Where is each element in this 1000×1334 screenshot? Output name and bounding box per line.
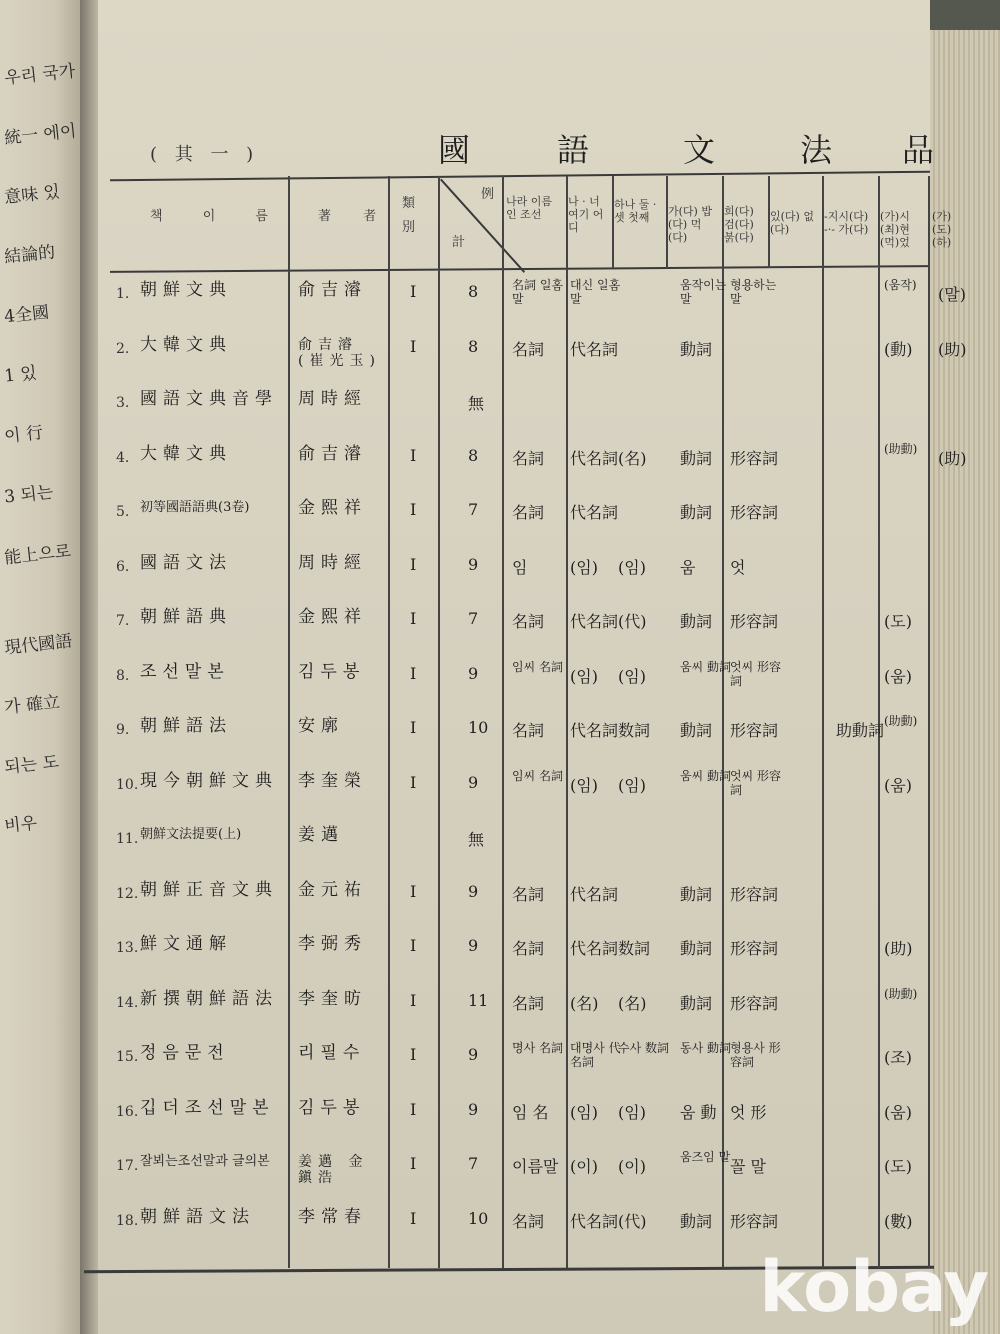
book-title: 朝鮮文典 <box>140 280 232 300</box>
pos-cell-c3: (代) <box>618 1211 647 1231</box>
class-value: I <box>410 609 417 628</box>
pos-cell-c8: (助動) <box>884 714 918 728</box>
pos-cell-c4: 움씨 動詞 <box>680 659 731 674</box>
left-page-text-line: 3 되는 <box>3 482 55 508</box>
class-value: I <box>410 881 417 901</box>
pos-cell-c2: (이) <box>570 1157 598 1176</box>
left-page-text-line: 이 行 <box>3 423 45 447</box>
left-page-text-line: 1 있 <box>3 363 38 387</box>
col-divider <box>388 176 390 1268</box>
left-page-text-line: 結論的 <box>3 242 57 268</box>
left-page-text-line: 되는 도 <box>3 752 60 778</box>
col-divider <box>502 176 504 1268</box>
book-cover <box>930 0 1000 30</box>
col-header-c6: 있(다) 없(다) <box>770 210 814 236</box>
row-number: 2. <box>116 340 130 357</box>
col-header-count: 計 <box>452 235 466 250</box>
pos-cell-c3: (이) <box>618 1157 646 1176</box>
class-value: I <box>410 718 417 737</box>
count-value: 8 <box>468 282 479 301</box>
row-number: 13. <box>116 940 139 956</box>
pos-cell-c1: 명사 名詞 <box>512 1041 563 1055</box>
pos-cell-c1: 名詞 <box>512 503 545 522</box>
book-title: 鮮文通解 <box>140 934 232 954</box>
pos-cell-c5: 形容詞 <box>730 884 779 904</box>
pos-cell-c8: (움) <box>884 1102 912 1122</box>
book-title: 정음문전 <box>140 1043 230 1063</box>
pos-cell-c3: (임) <box>618 1102 646 1122</box>
author-name: 俞吉濬 (崔光玉) <box>298 336 381 369</box>
book-title: 國語文法 <box>140 552 232 573</box>
author-name: 李弼秀 <box>298 934 367 954</box>
row-number: 18. <box>116 1212 139 1229</box>
watermark: kobay <box>759 1246 988 1328</box>
pos-cell-c4: 움작이는 말 <box>680 278 727 306</box>
pos-cell-c2: 대신 일홈말 <box>570 278 621 306</box>
pos-cell-c8: (助) <box>884 939 913 958</box>
class-value: I <box>410 1154 417 1173</box>
title-char-3: 文 <box>683 131 716 169</box>
row-number: 3. <box>116 395 130 411</box>
pos-cell-c3: (名) <box>618 993 647 1013</box>
left-page-text-line: 統一 에이 <box>3 121 78 149</box>
class-value: I <box>410 445 417 465</box>
author-name: 俞吉濬 <box>298 443 367 464</box>
count-value: 9 <box>468 1045 479 1064</box>
pos-cell-c1: 名詞 <box>512 939 545 958</box>
class-value: I <box>410 1208 417 1228</box>
pos-cell-c8: (數) <box>884 1211 913 1231</box>
pos-cell-c1: 名詞 <box>512 993 545 1013</box>
row-number: 17. <box>116 1158 139 1174</box>
pos-cell-c8: (조) <box>884 1048 912 1067</box>
class-value: I <box>410 936 417 955</box>
book-title: 國語文典音學 <box>140 389 278 409</box>
pos-cell-c9: (말) <box>938 285 966 304</box>
class-value: I <box>410 1099 417 1119</box>
series-label: ( 其 一 ) <box>150 144 260 165</box>
col-header-book: 책 이 름 <box>150 209 286 224</box>
pos-cell-c3: 수사 数詞 <box>618 1041 669 1055</box>
pos-cell-c1: 임 名 <box>512 1102 549 1122</box>
pos-cell-c5: 형용사 形容詞 <box>730 1041 781 1069</box>
pos-cell-c2: (임) <box>570 557 598 577</box>
count-value: 無 <box>468 394 485 413</box>
pos-cell-c3: 数詞 <box>618 939 651 958</box>
count-value: 9 <box>468 881 479 901</box>
pos-cell-c8: (움) <box>884 666 912 686</box>
class-value: I <box>410 554 417 574</box>
pos-cell-c2: (임) <box>570 666 598 686</box>
count-value: 11 <box>468 990 489 1010</box>
pos-cell-c4: 움 動 <box>680 1102 717 1122</box>
pos-cell-c4: 움씨 動詞 <box>680 768 731 783</box>
pos-cell-c4: 動詞 <box>680 448 713 468</box>
author-name: 李常春 <box>298 1206 367 1227</box>
pos-cell-c1: 名詞 <box>512 721 545 740</box>
pos-cell-c4: 動詞 <box>680 339 713 359</box>
pos-cell-c1: 이름말 <box>512 1157 559 1176</box>
row-number: 14. <box>116 994 139 1011</box>
title-char-2: 語 <box>557 131 590 169</box>
col-header-c4: 가(다) 밥(다) 먹(다) <box>668 205 712 244</box>
pos-cell-c8: (助動) <box>884 986 918 1001</box>
book-title: 朝鮮文法提要(上) <box>140 827 242 842</box>
class-value: I <box>410 336 417 356</box>
pos-cell-c4: 動詞 <box>680 884 713 904</box>
pos-cell-c5: 形容詞 <box>730 1211 779 1231</box>
book-title: 初等國語語典(3卷) <box>140 500 250 515</box>
col-divider <box>566 176 568 1268</box>
col-header-c7: -지시(다) -·- 가(다) <box>824 210 869 236</box>
book-title: 깁더조선말본 <box>140 1097 275 1118</box>
pos-cell-c1: 名詞 <box>512 884 545 904</box>
left-page-text-line: 가 確立 <box>3 692 61 718</box>
pos-cell-c8: (도) <box>884 1157 912 1176</box>
count-value: 9 <box>468 936 479 955</box>
count-value: 9 <box>468 1099 479 1119</box>
pos-cell-c5: 엇 形 <box>730 1102 767 1122</box>
col-header-c1: 나라 이름인 조선 <box>506 195 553 221</box>
title-char-4: 法 <box>800 131 833 169</box>
pos-cell-c8: (助動) <box>884 441 918 456</box>
col-header-count-mark: 例 <box>481 187 495 202</box>
col-header-c3: 하나 둘 · 셋 첫째 <box>614 198 657 224</box>
pos-cell-c8: (움작) <box>884 278 917 292</box>
pos-cell-c8: (動) <box>884 339 913 359</box>
pos-cell-c2: 대명사 代名詞 <box>570 1041 621 1069</box>
row-number: 10. <box>116 776 139 793</box>
col-header-c2: 나 · 너 여기 어디 <box>568 195 604 234</box>
pos-cell-c5: 形容詞 <box>730 612 779 631</box>
page-edges <box>930 0 1000 1334</box>
pos-cell-c2: (임) <box>570 1102 598 1122</box>
pos-cell-c2: 代名詞 <box>570 503 619 522</box>
pos-cell-c5: 形容詞 <box>730 503 779 522</box>
col-header-c5: 희(다) 검(다) 붉(다) <box>724 205 754 244</box>
row-number: 4. <box>116 449 130 466</box>
row-number: 1. <box>116 286 130 302</box>
pos-cell-c2: 代名詞 <box>570 1211 619 1231</box>
row-number: 15. <box>116 1049 139 1065</box>
book-title: 잘뵈는조선말과 글의본 <box>140 1154 270 1169</box>
pos-cell-c4: 動詞 <box>680 939 713 958</box>
book-title: 조선말본 <box>140 661 230 682</box>
pos-cell-c3: (임) <box>618 775 646 795</box>
count-value: 9 <box>468 663 479 683</box>
pos-cell-c3: (代) <box>618 612 647 631</box>
row-number: 7. <box>116 613 130 629</box>
pos-cell-c5: 形容詞 <box>730 721 779 740</box>
pos-cell-c8: (도) <box>884 612 912 631</box>
author-name: 周時經 <box>298 389 367 409</box>
author-name: 李奎昉 <box>298 988 367 1009</box>
pos-cell-c9: (助) <box>938 339 967 359</box>
author-name: 김두봉 <box>298 1097 366 1118</box>
row-number: 11. <box>116 831 139 847</box>
author-name: 姜邁 金鎭浩 <box>298 1154 369 1186</box>
count-value: 無 <box>468 830 485 849</box>
col-divider <box>822 176 824 1268</box>
book-title: 新撰朝鮮語法 <box>140 988 278 1009</box>
author-name: 俞吉濬 <box>298 280 367 300</box>
pos-cell-c2: 代名詞 <box>570 612 619 631</box>
row-number: 5. <box>116 504 130 520</box>
count-value: 7 <box>468 500 479 519</box>
col-divider <box>722 176 724 1268</box>
count-value: 9 <box>468 772 479 792</box>
pos-cell-c1: 임 <box>512 557 528 577</box>
author-name: 金熙祥 <box>298 607 367 627</box>
pos-cell-c4: 움즈임 말 <box>680 1150 731 1164</box>
pos-cell-c5: 엇씨 形容詞 <box>730 768 781 797</box>
col-header-author: 著 者 <box>318 209 391 224</box>
row-number: 16. <box>116 1103 139 1120</box>
pos-cell-c5: 形容詞 <box>730 939 779 958</box>
author-name: 李奎榮 <box>298 770 367 791</box>
count-value: 7 <box>468 609 479 628</box>
col-header-class: 類 別 <box>402 196 416 235</box>
pos-cell-c1: 임씨 名詞 <box>512 768 563 783</box>
row-number: 8. <box>116 667 130 684</box>
row-number: 6. <box>116 558 130 575</box>
pos-cell-c8: (움) <box>884 775 912 795</box>
title-char-5: 品 <box>902 131 935 169</box>
author-name: 金熙祥 <box>298 498 367 518</box>
book-title: 大韓文典 <box>140 443 232 464</box>
book-title: 現今朝鮮文典 <box>140 770 278 791</box>
book-title: 朝鮮語法 <box>140 716 232 736</box>
left-page <box>0 0 92 1334</box>
author-name: 김두봉 <box>298 661 366 682</box>
pos-cell-c5: 형용하는 말 <box>730 278 777 306</box>
left-page-text-line: 비우 <box>3 813 39 837</box>
pos-cell-c1: 名詞 <box>512 339 545 359</box>
pos-cell-c4: 動詞 <box>680 612 713 631</box>
left-page-text-line: 能上으로 <box>3 541 72 569</box>
count-value: 10 <box>468 1208 489 1228</box>
pos-cell-c2: (임) <box>570 775 598 795</box>
pos-cell-c7: 助動詞 <box>836 721 885 740</box>
book-title: 朝鮮語文法 <box>140 1206 255 1227</box>
pos-cell-c4: 動詞 <box>680 503 713 522</box>
count-value: 7 <box>468 1154 479 1173</box>
pos-cell-c2: (名) <box>570 993 599 1013</box>
author-name: 리필수 <box>298 1043 366 1063</box>
row-number: 12. <box>116 885 139 902</box>
left-page-text-line: 우리 국가 <box>3 61 77 89</box>
class-value: I <box>410 282 417 301</box>
pos-cell-c3: (임) <box>618 666 646 686</box>
col-header-c8: (가)시 (최)현 (먹)었 <box>880 210 910 249</box>
pos-cell-c2: 代名詞 <box>570 884 619 904</box>
pos-cell-c1: 名詞 <box>512 612 545 631</box>
class-value: I <box>410 663 417 683</box>
book-title: 大韓文典 <box>140 334 232 355</box>
book-title: 朝鮮語典 <box>140 607 232 627</box>
pos-cell-c4: 동사 動詞 <box>680 1041 731 1055</box>
pos-cell-c2: 代名詞 <box>570 721 619 740</box>
col-header-c9: (가) (도) (하) <box>932 210 952 249</box>
pos-cell-c1: 名詞 일홈말 <box>512 278 563 306</box>
pos-cell-c5: 엇씨 形容詞 <box>730 659 781 688</box>
author-name: 安廓 <box>298 716 344 736</box>
pos-cell-c1: 名詞 <box>512 448 545 468</box>
class-value: I <box>410 772 417 792</box>
pos-cell-c3: (임) <box>618 557 646 577</box>
pos-cell-c1: 名詞 <box>512 1211 545 1231</box>
left-page-text-line: 意味 있 <box>3 182 61 208</box>
count-value: 9 <box>468 554 479 574</box>
col-divider <box>438 176 440 1268</box>
pos-cell-c4: 動詞 <box>680 1211 713 1231</box>
pos-cell-c5: 꼴 말 <box>730 1157 766 1176</box>
count-value: 8 <box>468 336 479 356</box>
class-value: I <box>410 500 417 519</box>
pos-cell-c5: 形容詞 <box>730 993 779 1013</box>
class-value: I <box>410 1045 417 1064</box>
book-title: 朝鮮正音文典 <box>140 879 278 900</box>
left-page-text-line: 4全國 <box>3 302 51 328</box>
title-char-1: 國 <box>438 131 471 169</box>
pos-cell-c5: 形容詞 <box>730 448 779 468</box>
count-value: 8 <box>468 445 479 465</box>
pos-cell-c2: 代名詞 <box>570 339 619 359</box>
pos-cell-c9: (助) <box>938 448 967 468</box>
count-value: 10 <box>468 718 489 737</box>
pos-cell-c5: 엇 <box>730 557 746 577</box>
col-divider <box>288 176 290 1268</box>
pos-cell-c1: 임씨 名詞 <box>512 659 563 674</box>
author-name: 周時經 <box>298 552 367 573</box>
pos-cell-c4: 動詞 <box>680 993 713 1013</box>
pos-cell-c2: 代名詞 <box>570 939 619 958</box>
author-name: 姜邁 <box>298 825 344 845</box>
class-value: I <box>410 990 417 1010</box>
left-page-text-line: 現代國語 <box>3 631 74 659</box>
pos-cell-c3: 数詞 <box>618 721 651 740</box>
pos-cell-c4: 動詞 <box>680 721 713 740</box>
pos-cell-c4: 움 <box>680 557 696 577</box>
pos-cell-c3: (名) <box>618 448 647 468</box>
row-number: 9. <box>116 722 130 738</box>
author-name: 金元祐 <box>298 879 367 900</box>
pos-cell-c2: 代名詞 <box>570 448 619 468</box>
